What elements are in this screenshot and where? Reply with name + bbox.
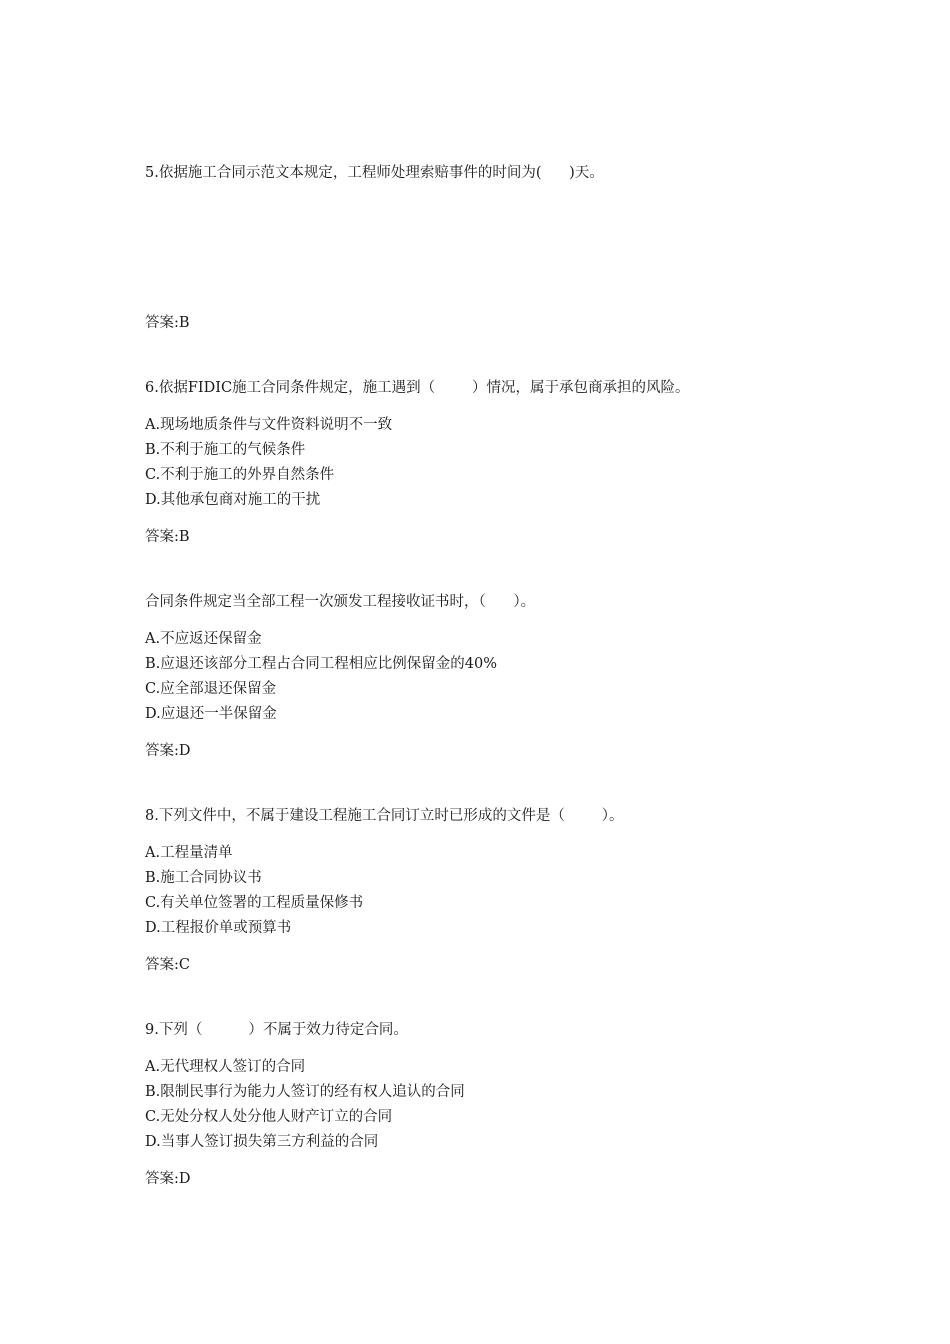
question-5-answer: 答案:B <box>145 315 190 331</box>
question-6-option-d: D.其他承包商对施工的干扰 <box>145 492 321 508</box>
question-9-answer: 答案:D <box>145 1171 191 1187</box>
question-6-answer: 答案:B <box>145 529 190 545</box>
question-7-option-c: C.应全部退还保留金 <box>145 681 277 697</box>
question-8-option-a: A.工程量清单 <box>145 845 233 861</box>
question-9-option-d: D.当事人签订损失第三方利益的合同 <box>145 1134 379 1150</box>
question-8-option-d: D.工程报价单或预算书 <box>145 920 292 936</box>
question-6-option-a: A.现场地质条件与文件资料说明不一致 <box>145 417 393 433</box>
question-7-option-a: A.不应返还保留金 <box>145 631 262 647</box>
question-8-answer: 答案:C <box>145 957 190 973</box>
question-9-option-c: C.无处分权人处分他人财产订立的合同 <box>145 1109 393 1125</box>
question-7-answer: 答案:D <box>145 743 191 759</box>
question-8-option-b: B.施工合同协议书 <box>145 870 262 886</box>
question-7-stem: 合同条件规定当全部工程一次颁发工程接收证书时，（ ）。 <box>145 594 536 610</box>
question-8-option-c: C.有关单位签署的工程质量保修书 <box>145 895 364 911</box>
question-9-option-b: B.限制民事行为能力人签订的经有权人追认的合同 <box>145 1084 465 1100</box>
question-7-option-d: D.应退还一半保留金 <box>145 706 277 722</box>
question-8-stem: 8.下列文件中，不属于建设工程施工合同订立时已形成的文件是（ ）。 <box>145 808 624 824</box>
question-7-option-b: B.应退还该部分工程占合同工程相应比例保留金的40% <box>145 656 497 672</box>
question-9-stem: 9.下列（ ）不属于效力待定合同。 <box>145 1022 408 1038</box>
question-6-stem: 6.依据FIDIC施工合同条件规定，施工遇到（ ）情况，属于承包商承担的风险。 <box>145 380 690 396</box>
question-6-option-b: B.不利于施工的气候条件 <box>145 442 306 458</box>
question-5-stem: 5.依据施工合同示范文本规定，工程师处理索赔事件的时间为( )天。 <box>145 165 604 181</box>
question-9-option-a: A.无代理权人签订的合同 <box>145 1059 306 1075</box>
question-6-option-c: C.不利于施工的外界自然条件 <box>145 467 335 483</box>
